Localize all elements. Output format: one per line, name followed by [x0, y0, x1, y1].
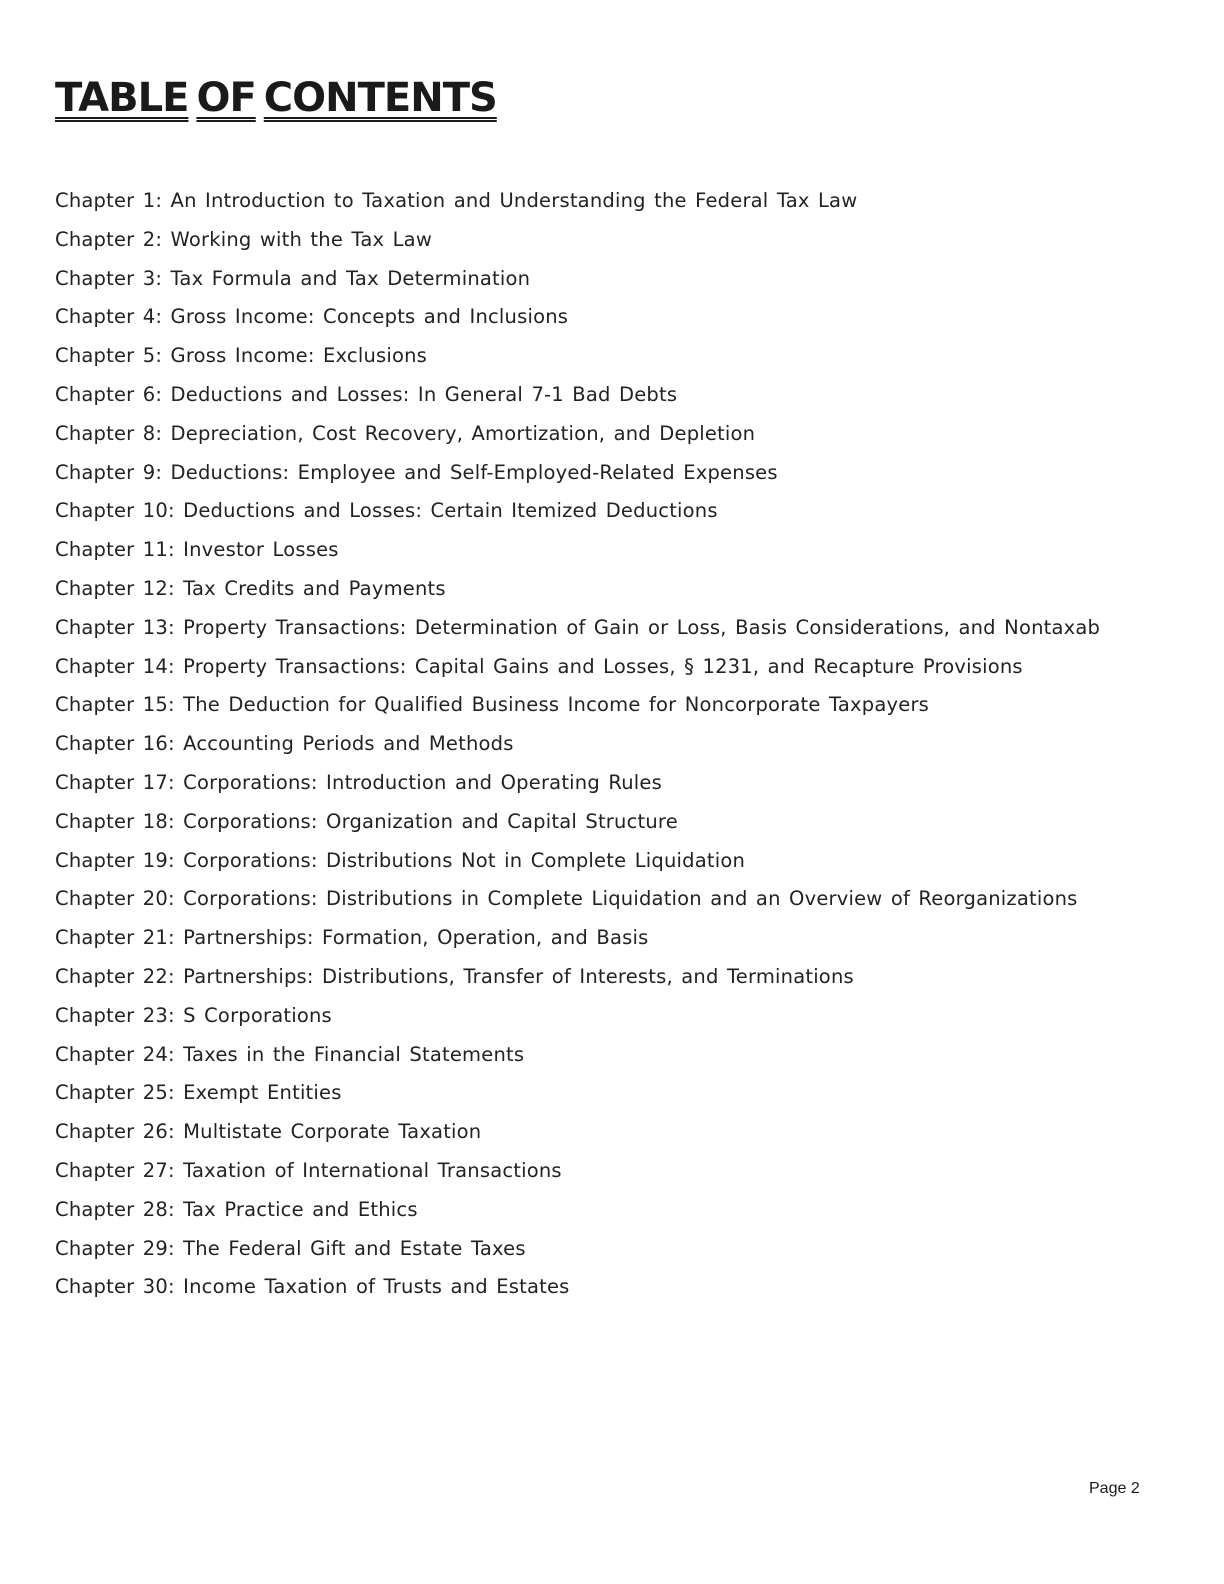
toc-entry-chapter-25: Chapter 25: Exempt Entities — [55, 1081, 342, 1105]
title-word-table: TABLE — [55, 75, 189, 121]
toc-entry-chapter-18: Chapter 18: Corporations: Organization and Capital Structure — [55, 809, 678, 833]
toc-entry-chapter-10: Chapter 10: Deductions and Losses: Certain Itemized Deductions — [55, 499, 718, 523]
toc-entry-chapter-17: Chapter 17: Corporations: Introduction and Operating Rules — [55, 770, 662, 794]
title-word-contents: CONTENTS — [263, 75, 497, 121]
toc-entry-chapter-30: Chapter 30: Income Taxation of Trusts and Estates — [55, 1275, 570, 1299]
title-word-of: OF — [196, 75, 256, 121]
toc-entry-chapter-13: Chapter 13: Property Transactions: Determination of Gain or Loss, Basis Considerations, and Nontaxab — [55, 615, 1101, 639]
toc-entry-chapter-3: Chapter 3: Tax Formula and Tax Determination — [55, 266, 531, 290]
toc-entry-chapter-27: Chapter 27: Taxation of International Transactions — [55, 1158, 562, 1182]
toc-entry-chapter-29: Chapter 29: The Federal Gift and Estate Taxes — [55, 1236, 526, 1260]
table-of-contents-list — [55, 182, 1165, 1307]
page-title — [55, 72, 505, 124]
toc-entry-chapter-8: Chapter 8: Depreciation, Cost Recovery, Amortization, and Depletion — [55, 421, 756, 445]
toc-entry-chapter-28: Chapter 28: Tax Practice and Ethics — [55, 1197, 418, 1221]
toc-entry-chapter-5: Chapter 5: Gross Income: Exclusions — [55, 344, 428, 368]
toc-entry-chapter-15: Chapter 15: The Deduction for Qualified Business Income for Noncorporate Taxpayers — [55, 693, 930, 717]
toc-entry-chapter-24: Chapter 24: Taxes in the Financial Statements — [55, 1042, 525, 1066]
toc-entry-chapter-23: Chapter 23: S Corporations — [55, 1003, 332, 1027]
toc-entry-chapter-19: Chapter 19: Corporations: Distributions Not in Complete Liquidation — [55, 848, 746, 872]
page-number: Page 2 — [1089, 1480, 1140, 1497]
toc-entry-chapter-20: Chapter 20: Corporations: Distributions in Complete Liquidation and an Overview of Reorganizations — [55, 887, 1078, 911]
toc-entry-chapter-26: Chapter 26: Multistate Corporate Taxation — [55, 1120, 482, 1144]
toc-entry-chapter-11: Chapter 11: Investor Losses — [55, 538, 339, 562]
toc-entry-chapter-14: Chapter 14: Property Transactions: Capital Gains and Losses, § 1231, and Recapture Provisions — [55, 654, 1023, 678]
toc-entry-chapter-6: Chapter 6: Deductions and Losses: In General 7-1 Bad Debts — [55, 382, 678, 406]
toc-entry-chapter-4: Chapter 4: Gross Income: Concepts and Inclusions — [55, 305, 569, 329]
toc-entry-chapter-21: Chapter 21: Partnerships: Formation, Operation, and Basis — [55, 926, 649, 950]
toc-entry-chapter-16: Chapter 16: Accounting Periods and Methods — [55, 732, 514, 756]
toc-entry-chapter-22: Chapter 22: Partnerships: Distributions, Transfer of Interests, and Terminations — [55, 964, 854, 988]
toc-entry-chapter-1: Chapter 1: An Introduction to Taxation and Understanding the Federal Tax Law — [55, 189, 858, 212]
toc-entry-chapter-2: Chapter 2: Working with the Tax Law — [55, 227, 432, 251]
toc-entry-chapter-9: Chapter 9: Deductions: Employee and Self-Employed-Related Expenses — [55, 460, 778, 484]
toc-entry-chapter-12: Chapter 12: Tax Credits and Payments — [55, 576, 446, 600]
